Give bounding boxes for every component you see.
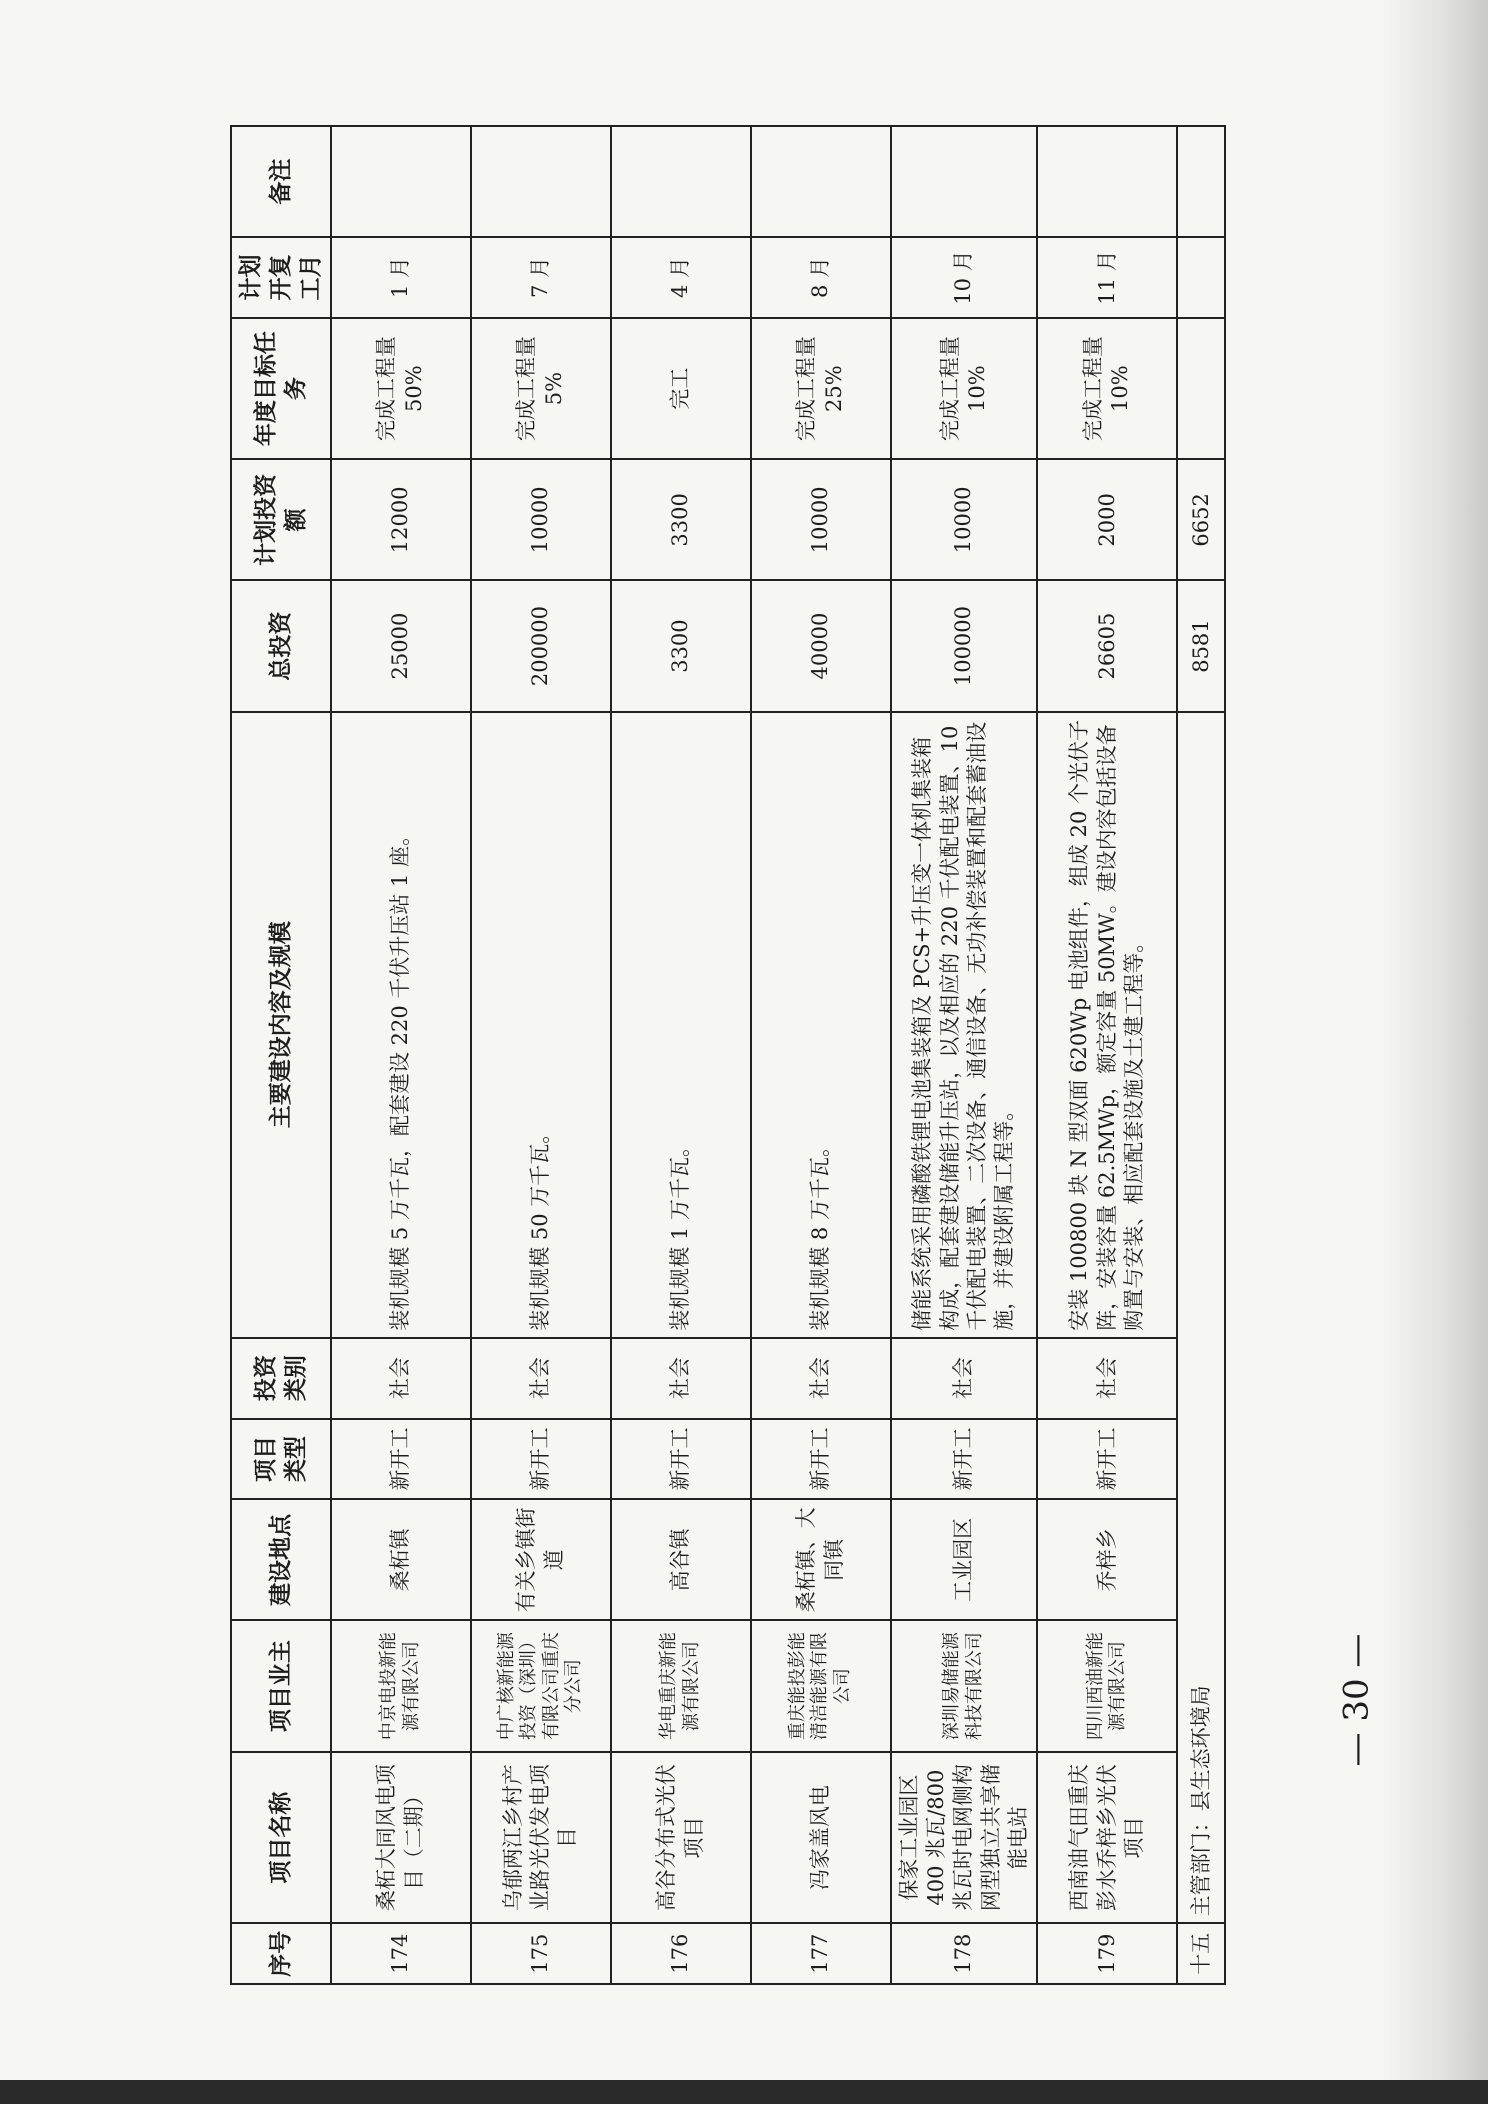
cell-start: 1 月 (331, 237, 471, 318)
cell-plan: 10000 (751, 459, 891, 580)
cell-plan: 3300 (611, 459, 751, 580)
summary-start (1177, 237, 1225, 318)
summary-target (1177, 318, 1225, 459)
summary-total: 8581 (1177, 580, 1225, 711)
cell-owner: 深圳易储能源科技有限公司 (891, 1621, 1037, 1752)
cell-name: 保家工业园区 400 兆瓦/800 兆瓦时电网侧构网型独立共享储能电站 (891, 1752, 1037, 1924)
department-label: 主管部门：县生态环境局 (1177, 712, 1225, 1924)
cell-type: 新开工 (1037, 1419, 1177, 1500)
cell-name: 西南油气田重庆彭水乔梓乡光伏项目 (1037, 1752, 1177, 1924)
summary-row (1177, 126, 1225, 1984)
cell-target: 完成工程量 5% (471, 318, 611, 459)
cell-invest-type: 社会 (1037, 1338, 1177, 1419)
cell-location: 桑柘镇、大同镇 (751, 1499, 891, 1620)
cell-owner: 四川西油新能源有限公司 (1037, 1621, 1177, 1752)
cell-content: 装机规模 1 万千瓦。 (611, 712, 751, 1338)
table-row (331, 126, 471, 1984)
cell-total: 200000 (471, 580, 611, 711)
cell-plan: 12000 (331, 459, 471, 580)
cell-type: 新开工 (331, 1419, 471, 1500)
cell-type: 新开工 (611, 1419, 751, 1500)
cell-total: 26605 (1037, 580, 1177, 711)
cell-note (611, 126, 751, 237)
cell-location: 有关乡镇街道 (471, 1499, 611, 1620)
cell-note (891, 126, 1037, 237)
summary-plan: 6652 (1177, 459, 1225, 580)
table-row (891, 126, 1037, 1984)
cell-owner: 中京电投新能源有限公司 (331, 1621, 471, 1752)
cell-total: 25000 (331, 580, 471, 711)
header-invest-type: 投资类别 (231, 1338, 331, 1419)
summary-note (1177, 126, 1225, 237)
cell-start: 7 月 (471, 237, 611, 318)
cell-total: 100000 (891, 580, 1037, 711)
cell-total: 40000 (751, 580, 891, 711)
cell-start: 10 月 (891, 237, 1037, 318)
cell-start: 11 月 (1037, 237, 1177, 318)
scan-shadow (1380, 0, 1488, 2104)
cell-seq: 179 (1037, 1923, 1177, 1984)
header-total: 总投资 (231, 580, 331, 711)
cell-content: 安装 100800 块 N 型双面 620Wp 电池组件，组成 20 个光伏子阵，安装容量 62.5MWp，额定容量 50MW。建设内容包括设备购置与安装、相应配套设施及土建工程等。 (1037, 712, 1177, 1338)
cell-content: 装机规模 5 万千瓦，配套建设 220 千伏升压站 1 座。 (331, 712, 471, 1338)
cell-note (471, 126, 611, 237)
cell-start: 8 月 (751, 237, 891, 318)
header-target: 年度目标任务 (231, 318, 331, 459)
cell-name: 乌郁两江乡村产业路光伏发电项目 (471, 1752, 611, 1924)
cell-name: 桑柘大同风电项目（二期） (331, 1752, 471, 1924)
table-row (1037, 126, 1177, 1984)
cell-content: 装机规模 50 万千瓦。 (471, 712, 611, 1338)
cell-plan: 10000 (891, 459, 1037, 580)
header-start: 计划开复工月 (231, 237, 331, 318)
cell-target: 完成工程量 50% (331, 318, 471, 459)
header-seq: 序号 (231, 1923, 331, 1984)
cell-seq: 174 (331, 1923, 471, 1984)
header-owner: 项目业主 (231, 1621, 331, 1752)
cell-invest-type: 社会 (751, 1338, 891, 1419)
cell-target: 完成工程量 10% (1037, 318, 1177, 459)
cell-target: 完成工程量 10% (891, 318, 1037, 459)
scan-border (0, 2080, 1488, 2104)
header-row (231, 126, 331, 1984)
cell-target: 完成工程量 25% (751, 318, 891, 459)
cell-invest-type: 社会 (331, 1338, 471, 1419)
cell-seq: 178 (891, 1923, 1037, 1984)
cell-note (1037, 126, 1177, 237)
cell-name: 高谷分布式光伏项目 (611, 1752, 751, 1924)
table-row (471, 126, 611, 1984)
cell-target: 完工 (611, 318, 751, 459)
cell-seq: 177 (751, 1923, 891, 1984)
cell-location: 高谷镇 (611, 1499, 751, 1620)
table-row (611, 126, 751, 1984)
cell-type: 新开工 (471, 1419, 611, 1500)
cell-content: 储能系统采用磷酸铁锂电池集装箱及 PCS+升压变一体机集装箱构成，配套建设储能升压站，以及相应的 220 千伏配电装置、10 千伏配电装置、二次设备、通信设备、无功补偿装置和配套蓄油设施，并建设附属工程等。 (891, 712, 1037, 1338)
cell-total: 3300 (611, 580, 751, 711)
cell-location: 乔梓乡 (1037, 1499, 1177, 1620)
cell-location: 工业园区 (891, 1499, 1037, 1620)
cell-note (751, 126, 891, 237)
cell-location: 桑柘镇 (331, 1499, 471, 1620)
header-location: 建设地点 (231, 1499, 331, 1620)
cell-name: 冯家盖风电 (751, 1752, 891, 1924)
table-row (751, 126, 891, 1984)
cell-plan: 2000 (1037, 459, 1177, 580)
project-table (230, 125, 1226, 1985)
cell-seq: 176 (611, 1923, 751, 1984)
cell-type: 新开工 (891, 1419, 1037, 1500)
page-number: — 30 — (1336, 1633, 1377, 1767)
cell-owner: 重庆能投彭能清洁能源有限公司 (751, 1621, 891, 1752)
cell-invest-type: 社会 (611, 1338, 751, 1419)
header-content: 主要建设内容及规模 (231, 712, 331, 1338)
cell-invest-type: 社会 (471, 1338, 611, 1419)
cell-invest-type: 社会 (891, 1338, 1037, 1419)
cell-type: 新开工 (751, 1419, 891, 1500)
cell-note (331, 126, 471, 237)
rotated-page (230, 125, 1230, 1985)
cell-seq: 十五 (1177, 1923, 1225, 1984)
header-plan: 计划投资额 (231, 459, 331, 580)
header-type: 项目类型 (231, 1419, 331, 1500)
header-name: 项目名称 (231, 1752, 331, 1924)
cell-owner: 华电重庆新能源有限公司 (611, 1621, 751, 1752)
cell-start: 4 月 (611, 237, 751, 318)
cell-plan: 10000 (471, 459, 611, 580)
cell-seq: 175 (471, 1923, 611, 1984)
cell-owner: 中广核新能源投资（深圳）有限公司重庆分公司 (471, 1621, 611, 1752)
cell-content: 装机规模 8 万千瓦。 (751, 712, 891, 1338)
header-note: 备注 (231, 126, 331, 237)
